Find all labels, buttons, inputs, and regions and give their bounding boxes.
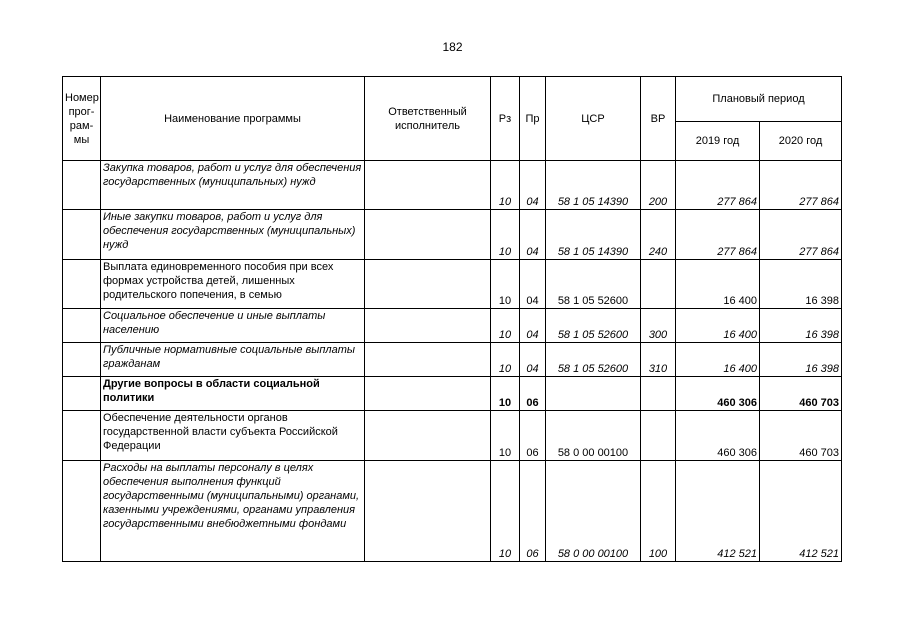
row-num [63,260,101,309]
row-responsible [365,161,491,210]
row-vr: 200 [641,161,676,210]
row-2020: 460 703 [760,377,842,411]
row-2020: 16 398 [760,343,842,377]
row-rz: 10 [491,343,520,377]
row-name: Выплата единовременного пособия при всех формах устройства детей, лишенных родительского попечения, в семью [101,260,365,309]
row-2019: 460 306 [676,411,760,461]
row-pr: 06 [520,411,546,461]
row-responsible [365,461,491,562]
row-rz: 10 [491,461,520,562]
row-rz: 10 [491,260,520,309]
row-2020: 277 864 [760,161,842,210]
row-2020: 412 521 [760,461,842,562]
row-rz: 10 [491,309,520,343]
row-pr: 04 [520,343,546,377]
row-name: Другие вопросы в области социальной политики [101,377,365,411]
row-csr: 58 1 05 52600 [546,260,641,309]
table-row [63,411,842,461]
header-responsible: Ответственный исполнитель [365,77,491,161]
row-csr [546,377,641,411]
row-2019: 16 400 [676,260,760,309]
row-num [63,210,101,260]
row-vr [641,260,676,309]
row-vr [641,377,676,411]
row-responsible [365,377,491,411]
row-2020: 277 864 [760,210,842,260]
row-2019: 460 306 [676,377,760,411]
row-responsible [365,260,491,309]
row-2019: 16 400 [676,309,760,343]
budget-table [62,76,842,562]
row-pr: 06 [520,377,546,411]
table-row [63,377,842,411]
table-row [63,343,842,377]
row-pr: 06 [520,461,546,562]
row-rz: 10 [491,377,520,411]
table-row [63,260,842,309]
row-rz: 10 [491,210,520,260]
row-csr: 58 0 00 00100 [546,411,641,461]
row-vr: 310 [641,343,676,377]
table-row [63,161,842,210]
row-name: Публичные нормативные социальные выплаты гражданам [101,343,365,377]
table-row [63,309,842,343]
row-responsible [365,411,491,461]
row-num [63,461,101,562]
row-csr: 58 1 05 52600 [546,309,641,343]
page-number: 182 [442,40,463,54]
header-name: Наименование программы [101,77,365,161]
row-2020: 460 703 [760,411,842,461]
row-responsible [365,309,491,343]
row-2019: 277 864 [676,161,760,210]
row-pr: 04 [520,210,546,260]
row-rz: 10 [491,411,520,461]
row-name: Закупка товаров, работ и услуг для обеспечения государственных (муниципальных) нужд [101,161,365,210]
table-row [63,210,842,260]
header-rz: Рз [491,77,520,161]
header-num: Номер прог-рам-мы [63,77,101,161]
row-rz: 10 [491,161,520,210]
header-period: Плановый период [676,77,842,122]
row-2019: 277 864 [676,210,760,260]
row-vr [641,411,676,461]
row-vr: 240 [641,210,676,260]
row-pr: 04 [520,161,546,210]
row-name: Социальное обеспечение и иные выплаты населению [101,309,365,343]
row-vr: 300 [641,309,676,343]
table-body [63,161,842,562]
header-vr: ВР [641,77,676,161]
table-row [63,461,842,562]
row-2020: 16 398 [760,309,842,343]
header-year-2020: 2020 год [760,122,842,161]
row-responsible [365,210,491,260]
row-2019: 412 521 [676,461,760,562]
row-num [63,161,101,210]
row-name: Расходы на выплаты персоналу в целях обеспечения выполнения функций государственными (муниципальными) органами, казенными учреждениями, органами управления государственными внебюджетными фондами [101,461,365,562]
header-csr: ЦСР [546,77,641,161]
row-pr: 04 [520,309,546,343]
row-num [63,377,101,411]
row-csr: 58 1 05 14390 [546,210,641,260]
row-num [63,411,101,461]
row-2020: 16 398 [760,260,842,309]
header-year-2019: 2019 год [676,122,760,161]
row-csr: 58 1 05 14390 [546,161,641,210]
row-name: Иные закупки товаров, работ и услуг для обеспечения государственных (муниципальных) нужд [101,210,365,260]
row-csr: 58 1 05 52600 [546,343,641,377]
row-vr: 100 [641,461,676,562]
row-num [63,343,101,377]
row-name: Обеспечение деятельности органов государственной власти субъекта Российской Федерации [101,411,365,461]
row-pr: 04 [520,260,546,309]
header-pr: Пр [520,77,546,161]
row-responsible [365,343,491,377]
row-num [63,309,101,343]
row-2019: 16 400 [676,343,760,377]
row-csr: 58 0 00 00100 [546,461,641,562]
